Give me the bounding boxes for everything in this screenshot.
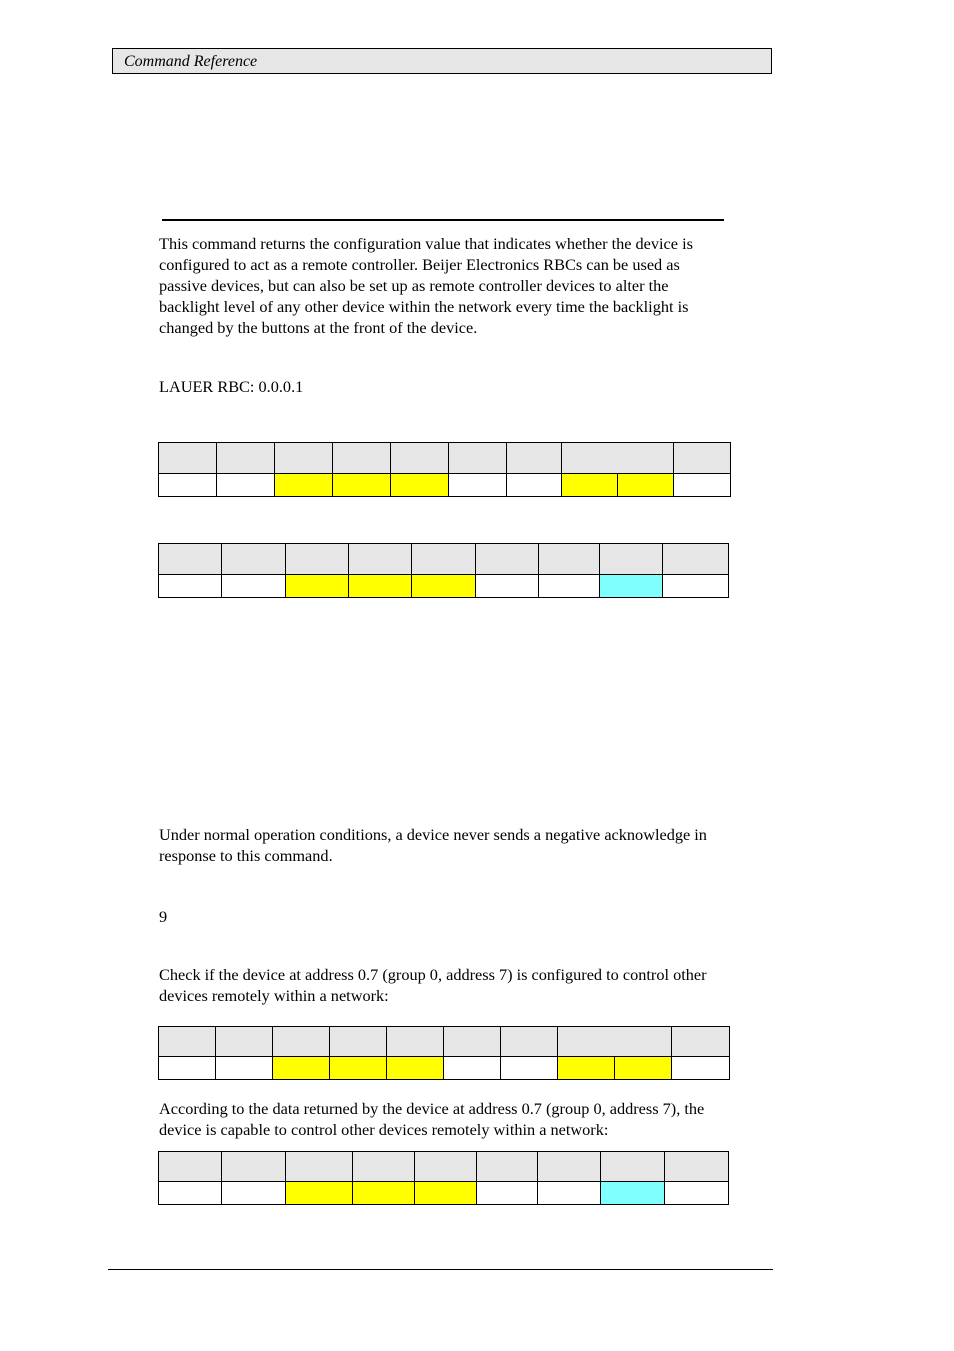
data-cell [562,474,618,497]
header-cell [501,1027,558,1057]
data-cell [330,1057,387,1080]
table-row [159,575,729,598]
header-cell [159,1027,216,1057]
header-cell [286,1152,352,1182]
page-header [112,48,772,74]
table-header-row [159,1152,729,1182]
header-cell [601,1152,664,1182]
footer-rule [108,1269,773,1270]
data-cell [275,474,333,497]
data-cell [222,575,286,598]
header-cell [663,544,729,575]
header-cell [477,1152,538,1182]
header-cell [664,1152,728,1182]
data-cell [286,575,349,598]
header-cell [672,1027,730,1057]
data-cell [674,474,731,497]
command-code: 9 [159,907,168,926]
table-row [159,1057,730,1080]
description-paragraph: This command returns the configuration value that indicates whether the device is configured to act as a remote controller. Beijer Electronics RBCs can be used as passive devices, but can also be set up as remote controller devices to alter the backlight level of any other device within the network every time the backlight is changed by the buttons at the front of the device. [159,234,693,337]
data-cell [412,575,476,598]
header-cell [538,1152,601,1182]
data-cell [159,575,222,598]
header-cell [216,1027,273,1057]
table-row [159,474,731,497]
data-cell [217,474,275,497]
data-cell [600,575,663,598]
data-cell [349,575,412,598]
header-cell [217,443,275,474]
header-cell [444,1027,501,1057]
data-cell [159,1182,222,1205]
data-cell [333,474,391,497]
data-cell [663,575,729,598]
header-cell [333,443,391,474]
header-cell [159,544,222,575]
header-cell [349,544,412,575]
data-cell [273,1057,330,1080]
data-cell [601,1182,664,1205]
data-cell [477,1182,538,1205]
data-cell [391,474,449,497]
data-cell [222,1182,286,1205]
firmware-version: LAUER RBC: 0.0.0.1 [159,377,304,396]
header-cell [562,443,674,474]
data-cell [352,1182,414,1205]
table-header-row [159,544,729,575]
data-cell [672,1057,730,1080]
nack-paragraph: Under normal operation conditions, a device never sends a negative acknowledge in response to this command. [159,825,707,865]
response-format-table [158,543,729,598]
header-cell [414,1152,476,1182]
header-cell [507,443,562,474]
header-cell [159,1152,222,1182]
table-header-row [159,1027,730,1057]
data-cell [539,575,600,598]
header-cell [159,443,217,474]
header-cell [476,544,539,575]
header-cell [539,544,600,575]
data-cell [414,1182,476,1205]
data-cell [216,1057,273,1080]
header-cell [275,443,333,474]
command-format-table [158,442,731,497]
header-cell [449,443,507,474]
data-cell [615,1057,672,1080]
example-response-table [158,1151,729,1205]
data-cell [159,1057,216,1080]
example-command-table [158,1026,730,1080]
data-cell [387,1057,444,1080]
data-cell [476,575,539,598]
table-header-row [159,443,731,474]
header-cell [391,443,449,474]
data-cell [538,1182,601,1205]
table-row [159,1182,729,1205]
header-cell [674,443,731,474]
data-cell [444,1057,501,1080]
data-cell [507,474,562,497]
example-intro-paragraph: Check if the device at address 0.7 (group 0, address 7) is configured to control other devices remotely within a network: [159,965,707,1005]
header-cell [387,1027,444,1057]
data-cell [558,1057,615,1080]
data-cell [501,1057,558,1080]
header-cell [286,544,349,575]
data-cell [159,474,217,497]
data-cell [618,474,674,497]
header-cell [352,1152,414,1182]
section-rule [162,219,724,221]
header-cell [222,544,286,575]
data-cell [449,474,507,497]
header-title: Command Reference [124,53,258,70]
header-cell [330,1027,387,1057]
header-cell [558,1027,672,1057]
header-cell [273,1027,330,1057]
header-cell [600,544,663,575]
data-cell [664,1182,728,1205]
example-result-paragraph: According to the data returned by the device at address 0.7 (group 0, address 7), the device is capable to control other devices remotely within a network: [159,1099,705,1139]
data-cell [286,1182,352,1205]
header-cell [412,544,476,575]
header-cell [222,1152,286,1182]
